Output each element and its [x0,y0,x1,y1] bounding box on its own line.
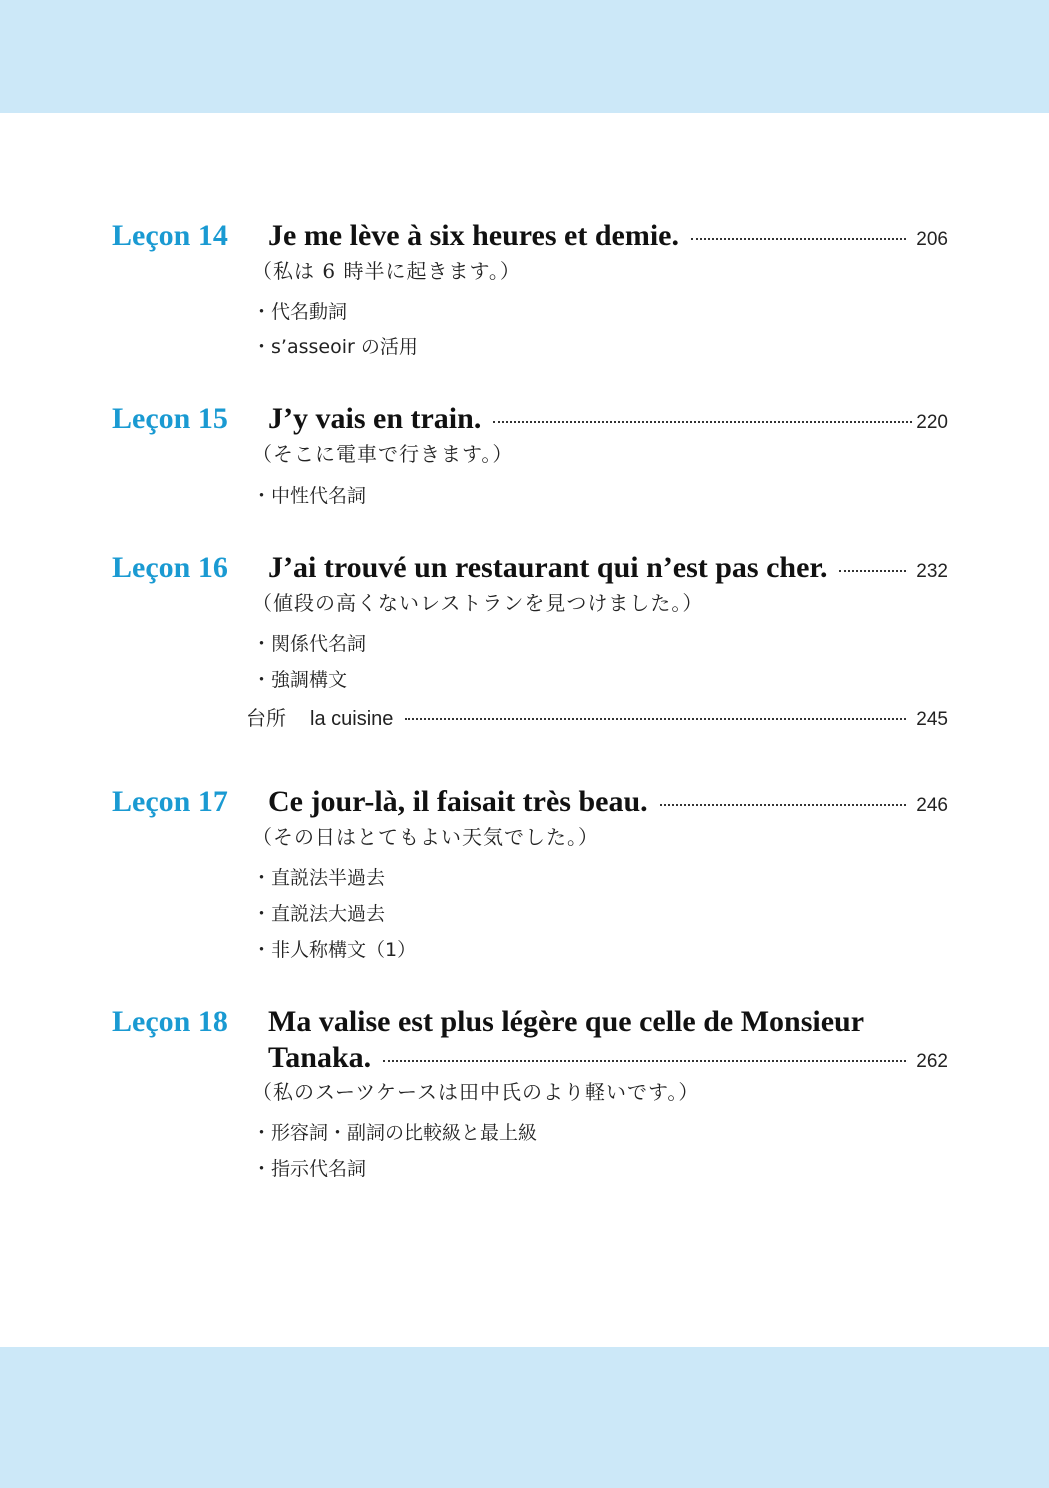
lesson-title-line1: Ma valise est plus légère que celle de Monsieur [268,1005,865,1038]
page-number: 246 [916,795,948,816]
extra-entry-jp: 台所 [246,706,286,730]
dot-leader [660,804,907,806]
page-number: 262 [916,1051,948,1072]
lesson-title: J’y vais en train. [268,402,482,435]
topic-item: ・s’asseoir の活用 [252,336,418,358]
dot-leader [383,1060,906,1062]
topic-item: ・関係代名詞 [252,633,367,655]
extra-entry [246,702,948,731]
lesson-title-row [268,401,948,437]
topic-item: ・形容詞・副詞の比較級と最上級 [252,1122,538,1144]
topic-item: ・非人称構文（1） [252,939,417,961]
topic-item: ・中性代名詞 [252,485,367,507]
topic-item: ・強調構文 [252,669,348,691]
lesson-label: Leçon 15 [112,402,228,435]
lesson-label: Leçon 18 [112,1005,228,1038]
lesson-subtitle: （値段の高くないレストランを見つけました。） [252,591,704,615]
extra-entry-fr: la cuisine [310,708,394,730]
bottom-band [0,1347,1049,1488]
page-number: 232 [916,561,948,582]
topic-item: ・直説法大過去 [252,903,386,925]
lesson-title: Je me lève à six heures et demie. [268,219,679,252]
top-band [0,0,1049,113]
topic-item: ・指示代名詞 [252,1158,367,1180]
lesson-title-row [268,218,948,254]
page-number: 220 [916,412,948,433]
lesson-title: Ce jour-là, il faisait très beau. [268,785,648,818]
lesson-label: Leçon 16 [112,551,228,584]
lesson-title: J’ai trouvé un restaurant qui n’est pas cher. [268,551,828,584]
dot-leader [839,570,906,572]
lesson-title-row [268,550,948,586]
lesson-title-line2: Tanaka. [268,1041,372,1074]
dot-leader [493,421,912,423]
page-number: 245 [916,709,948,730]
page-number: 206 [916,229,948,250]
lesson-subtitle: （私は 6 時半に起きます。） [252,259,521,283]
lesson-label: Leçon 17 [112,785,228,818]
lesson-subtitle: （私のスーツケースは田中氏のより軽いです。） [252,1080,700,1104]
dot-leader [405,718,906,720]
lesson-label: Leçon 14 [112,219,228,252]
lesson-title-row [268,784,948,820]
dot-leader [691,238,906,240]
lesson-subtitle: （そこに電車で行きます。） [252,442,514,466]
topic-item: ・直説法半過去 [252,867,386,889]
lesson-subtitle: （その日はとてもよい天気でした。） [252,825,599,849]
lesson-title-row [268,1040,948,1076]
topic-item: ・代名動詞 [252,301,348,323]
